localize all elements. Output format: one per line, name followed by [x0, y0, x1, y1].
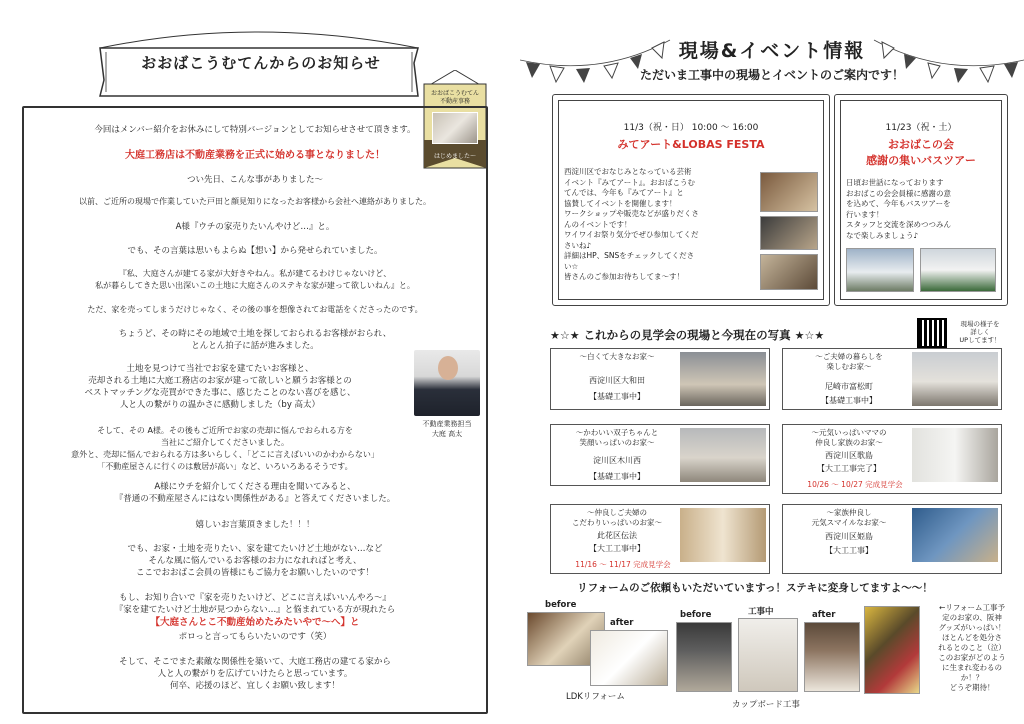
- before-label: before: [545, 600, 577, 610]
- reform-photo-goods: [864, 606, 920, 694]
- site-card: [550, 504, 770, 574]
- notice-paragraph: つい先日、こんな事がありました〜: [186, 175, 323, 185]
- event-title: 感謝の集いバスツアー: [866, 154, 976, 167]
- site-card: [550, 348, 770, 410]
- event-title: おおばこの会: [888, 138, 954, 151]
- notice-highlight: 【大庭さんとこ不動産始めたみたいやで〜へ】と: [150, 617, 360, 628]
- event-photo: [760, 254, 818, 290]
- site-photo: [680, 352, 766, 406]
- notice-paragraph: そして、その A様。その後もご近所でお家の売却に悩んでおられる方を 当社にご紹介してくださいました。 意外と、売却に悩んでおられる方は多いらしく、「どこに言えばいいのかわからない」 「不動産屋さんに行くのは敷居が高い」など、いろいろあるそうです。: [71, 426, 379, 471]
- reform-photo-before: [676, 622, 732, 692]
- site-card: [782, 424, 1002, 494]
- during-label: 工事中: [748, 607, 774, 617]
- notice-paragraph: A様『ウチの家売りたいんやけど…』と。: [175, 222, 335, 232]
- notice-paragraph: ただ、家を売ってしまうだけじゃなく、その後の事を想像されてお電話をくださったのです。: [87, 305, 423, 314]
- notice-headline: 大庭工務店は不動産業務を正式に始める事となりました！: [125, 150, 385, 161]
- section-subtitle: ただいま工事中の現場とイベントのご案内です！: [639, 68, 904, 82]
- site-place: 此花区伝法: [597, 531, 637, 540]
- site-name: 〜家族仲良し 元気スマイルなお家〜: [811, 508, 887, 527]
- qr-caption: 現場の様子を 詳しく UPしてます！: [959, 320, 1001, 344]
- site-photo: [680, 508, 766, 562]
- site-place: 淀川区木川西: [593, 456, 641, 465]
- reform-photo-after: [804, 622, 860, 692]
- site-photo: [912, 428, 998, 482]
- site-photo: [680, 428, 766, 482]
- site-place: 尼崎市富松町: [825, 382, 873, 391]
- page-title: おおばこうむてんからのお知らせ: [141, 54, 381, 72]
- event-description: 日頃お世話になっております おおばこの会会員様に感謝の意 を込めて、今年もバスツアーを 行います！ スタッフと交流を深めつつみん なで楽しみましょう♪: [846, 178, 951, 240]
- staff-caption: 不動産業務担当 大庭 高太: [422, 420, 472, 438]
- star-icon: ★☆★: [550, 329, 580, 342]
- site-open-house: 10/26 〜 10/27 完成見学会: [807, 480, 903, 489]
- event-date: 11/23（祝・土）: [885, 123, 957, 133]
- event-photo: [920, 248, 996, 292]
- site-status: 【大工工事】: [825, 546, 873, 555]
- site-name: 〜仲良しご夫婦の こだわりいっぱいのお家〜: [572, 508, 662, 527]
- after-label: after: [812, 610, 836, 620]
- site-status: 【大工工事中】: [589, 544, 645, 553]
- site-place: 西淀川区姫島: [825, 532, 873, 541]
- notice-paragraph: そして、そこでまた素敵な関係性を築いて、大庭工務店の建てる家から 人と人の繋がりを広げていけたらと思っています。 何卒、応援のほど、宜しくお願い致します！: [119, 657, 391, 691]
- site-name: 〜白くて大きなお家〜: [579, 352, 655, 361]
- site-photo: [912, 508, 998, 562]
- section-title: 現場&イベント情報: [678, 40, 866, 62]
- site-status: 【基礎工事中】: [589, 392, 645, 401]
- reform-photo-during: [738, 618, 798, 692]
- reform-photo-after: [590, 630, 668, 686]
- notice-paragraph: もし、お知り合いで『家を売りたいけど、どこに言えばいいんやろ〜』 『家を建てたいけど土地が見つからない…』と悩まれている方が現れたら: [114, 593, 396, 615]
- event-photo: [846, 248, 914, 292]
- site-name: 〜かわいい双子ちゃんと 笑顔いっぱいのお家〜: [575, 428, 659, 447]
- notice-paragraph: 嬉しいお言葉頂きました！！！: [195, 520, 315, 530]
- reform-note: ←リフォーム工事予 定のお家の、阪神 グッズがいっぱい！ ほとんどを処分さ れるとのこと（泣） このお家がどのよう に生まれ変わるの か！？ どうぞ期待！: [938, 603, 1006, 692]
- site-status: 【大工工事完了】: [817, 464, 881, 473]
- site-card: [782, 348, 1002, 410]
- event-date: 11/3（祝・日） 10:00 〜 16:00: [623, 123, 759, 133]
- notice-paragraph: 『私、大庭さんが建てる家が大好きやねん。私が建てるわけじゃないけど、 私が暮らしてきた思い出深いこの土地に大庭さんのステキな家が建って欲しいねん』と。: [95, 269, 415, 290]
- notice-paragraph: 今回はメンバー紹介をお休みにして特別バージョンとしてお知らせさせて頂きます。: [94, 125, 416, 135]
- site-place: 西淀川区歌島: [825, 451, 873, 460]
- site-place: 西淀川区大和田: [589, 376, 645, 385]
- site-status: 【基礎工事中】: [821, 396, 877, 405]
- site-status: 【基礎工事中】: [589, 472, 645, 481]
- site-card: [782, 504, 1002, 574]
- qr-code[interactable]: [917, 318, 947, 348]
- sign-footer: はじめました〜: [433, 153, 476, 160]
- site-name: 〜元気いっぱいママの 仲良し家族のお家〜: [811, 428, 887, 447]
- sites-section-title: ★☆★ これからの見学会の現場と今現在の写真 ★☆★: [550, 328, 825, 342]
- reform-caption: カップボード工事: [732, 700, 800, 710]
- notice-paragraph: ちょうど、その時にその地域で土地を探しておられるお客様がおられ、 とんとん拍子に話が進みました。: [118, 329, 392, 351]
- site-open-house: 11/16 〜 11/17 完成見学会: [575, 560, 671, 569]
- event-photo: [760, 172, 818, 212]
- reform-caption: LDKリフォーム: [566, 692, 625, 702]
- star-icon: ★☆★: [794, 329, 825, 342]
- staff-face: [438, 356, 458, 380]
- reform-banner: リフォームのご依頼もいただいていますっ！ステキに変身してますよ〜〜！: [577, 582, 933, 594]
- sign-text: おおばこうむてん 不動産事務: [430, 90, 479, 105]
- before-label: before: [680, 610, 712, 620]
- notice-paragraph: 以前、ご近所の現場で作業していた戸田と顔見知りになったお客様から会社へ連絡がありました。: [79, 197, 431, 206]
- site-name: 〜ご夫婦の暮らしを 楽しむお家〜: [815, 352, 883, 371]
- notice-paragraph: でも、お家・土地を売りたい、家を建てたいけど土地がない…など そんな風に悩んでいるお客様のお力になれればと考え、 ここでおおばこ会員の皆様にもご協力をお願いしたいのです！: [127, 544, 383, 578]
- site-card: [550, 424, 770, 486]
- notice-paragraph: A様にウチを紹介してくださる理由を聞いてみると、 『普通の不動産屋さんにはない関係性がある』と答えてくださいました。: [114, 482, 396, 504]
- event-description: 西淀川区でおなじみとなっている芸術 イベント『みてアート』。おおばこうむ てんでは、今年も『みてアート』と 協賛してイベントを開催します！ ワークショップや販売などが盛りだくさ んのイベントです！ ワイワイお祭り気分でぜひ参加してくだ さいね♪ 詳細はHP、SNSをチェックしてくださ い☆ 皆さんのご参加お待ちしてま〜す！: [564, 167, 699, 281]
- event-title: みてアート&LOBAS FESTA: [617, 138, 765, 151]
- notice-paragraph: ポロっと言ってもらいたいのです（笑）: [178, 632, 332, 642]
- site-photo: [912, 352, 998, 406]
- notice-paragraph: 土地を見つけて当社でお家を建てたいお客様と、 売却される土地に大庭工務店のお家が建って欲しいと願うお客様との ベストマッチングな売買ができた事に、感じたことのない喜びを感じ、 人と人の繋がりの温かさに感動しました（by 高太）: [84, 364, 356, 410]
- notice-paragraph: でも、その言葉は思いもよらぬ【想い】から発せられていました。: [127, 246, 383, 256]
- after-label: after: [610, 618, 634, 628]
- event-photo: [760, 216, 818, 250]
